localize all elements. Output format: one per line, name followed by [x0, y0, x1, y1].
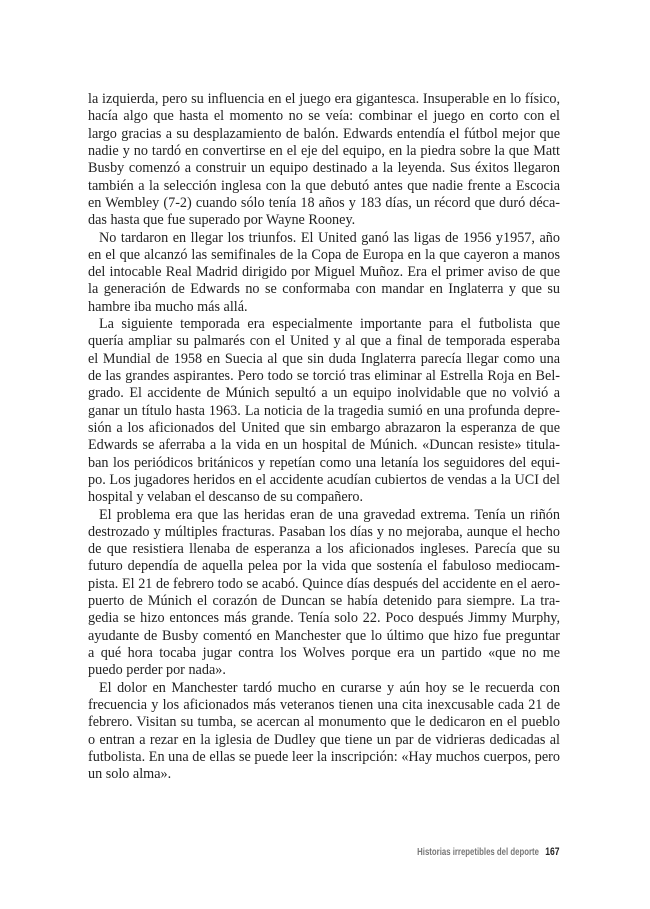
paragraph — [88, 230, 560, 317]
text-line: puedo perder por nada». — [88, 662, 226, 679]
paragraph — [88, 507, 560, 680]
paragraph — [88, 680, 560, 784]
text-line: de las grandes aspirantes. Pero todo se torció tras eliminar al Estrella Roja en Bel- — [88, 368, 560, 384]
text-line: futuro dependía de aquella pelea por la vida que sostenía el fabuloso mediocam- — [88, 558, 560, 575]
body-text — [88, 91, 560, 784]
text-line: del intocable Real Madrid dirigido por Miguel Muñoz. Era el primer aviso de que — [88, 264, 560, 281]
paragraph — [88, 316, 560, 506]
text-line: largo gracias a su desplazamiento de balón. Edwards entendía el fútbol mejor que — [88, 125, 560, 142]
running-footer — [418, 846, 560, 858]
text-line: la generación de Edwards no se conformaba con mandar en Inglaterra y que su — [88, 281, 560, 298]
text-line: El problema era que las heridas eran de una gravedad extrema. Tenía un riñón — [99, 506, 560, 523]
text-line: frecuencia y los aficionados más veteranos tienen una cita inexcusable cada 21 de — [88, 696, 560, 713]
text-line: la izquierda, pero su influencia en el juego era gigantesca. Insuperable en lo físico, — [88, 91, 560, 107]
text-line: No tardaron en llegar los triunfos. El United ganó las ligas de 1956 y1957, año — [99, 229, 560, 246]
text-line: a qué hora tocaba jugar contra los Wolves porque era un partido «que no me — [88, 645, 560, 661]
text-line: futbolista. En una de ellas se puede leer la inscripción: «Hay muchos cuerpos, pero — [88, 748, 560, 765]
text-line: El dolor en Manchester tardó mucho en curarse y aún hoy se le recuerda con — [99, 679, 560, 696]
text-line: hacía algo que hasta el momento no se veía: combinar el juego en corto con el — [88, 108, 560, 125]
text-line: quería ampliar su palmarés con el United y al que a final de temporada esperaba — [88, 333, 560, 350]
text-line: también a la selección inglesa con la que debutó antes que nadie frente a Escocia — [88, 177, 560, 194]
text-line: hambre iba mucho más allá. — [88, 298, 248, 315]
text-line: pista. El 21 de febrero todo se acabó. Quince días después del accidente en el aero- — [88, 575, 560, 592]
text-line: nadie y no tardó en convertirse en el eje del equipo, en la piedra sobre la que Matt — [88, 142, 560, 159]
text-line: La siguiente temporada era especialmente importante para el futbolista que — [99, 316, 560, 333]
text-line: en Wembley (7-2) cuando sólo tenía 18 años y 183 días, un récord que duró déca- — [88, 194, 560, 211]
text-line: un solo alma». — [88, 766, 172, 783]
paragraph — [88, 91, 560, 230]
text-line: febrero. Visitan su tumba, se acercan al monumento que le dedicaron en el pueblo — [88, 714, 560, 731]
text-line: puerto de Múnich el corazón de Duncan se había detenido para siempre. La tra- — [88, 593, 560, 610]
text-line: ayudante de Busby comentó en Manchester que lo último que hizo fue preguntar — [88, 627, 560, 644]
text-line: Busby comenzó a construir un equipo destinado a la leyenda. Sus éxitos llegaron — [88, 160, 560, 177]
text-line: ban los periódicos británicos y repetían como una letanía los seguidores del equi- — [88, 454, 560, 471]
text-line: Edwards se aferraba a la vida en un hospital de Múnich. «Duncan resiste» titula- — [88, 437, 560, 454]
text-line: ganar un título hasta 1963. La noticia de la tragedia sumió en una profunda depre- — [88, 402, 560, 419]
text-line: das hasta que fue superado por Wayne Rooney. — [88, 212, 356, 229]
text-line: gedia se hizo entonces más grande. Tenía solo 22. Poco después Jimmy Murphy, — [88, 610, 560, 627]
text-line: en el que alcanzó las semifinales de la Copa de Europa en la que cayeron a manos — [88, 246, 560, 263]
text-line: grado. El accidente de Múnich sepultó a un equipo inolvidable que no volvió a — [88, 385, 560, 402]
text-line: el Mundial de 1958 en Suecia al que sin duda Inglaterra parecía llegar como una — [88, 350, 560, 367]
text-line: sión a los aficionados del United que sin embargo abrazaron la esperanza de que — [88, 419, 560, 436]
text-line: po. Los jugadores heridos en el accidente acudían cubiertos de vendas a la UCI del — [88, 471, 560, 488]
text-line: destrozado y múltiples fracturas. Pasaban los días y no mejoraba, aunque el hecho — [88, 523, 560, 540]
page-number: 167 — [545, 846, 560, 858]
text-line: de que resistiera llenaba de esperanza a los aficionados ingleses. Parecía que su — [88, 541, 560, 558]
book-title: Historias irrepetibles del deporte — [417, 847, 540, 858]
text-line: o entran a rezar en la iglesia de Dudley que tiene un par de vidrieras dedicadas al — [88, 731, 560, 748]
text-line: hospital y velaban el descanso de su compañero. — [88, 489, 363, 506]
